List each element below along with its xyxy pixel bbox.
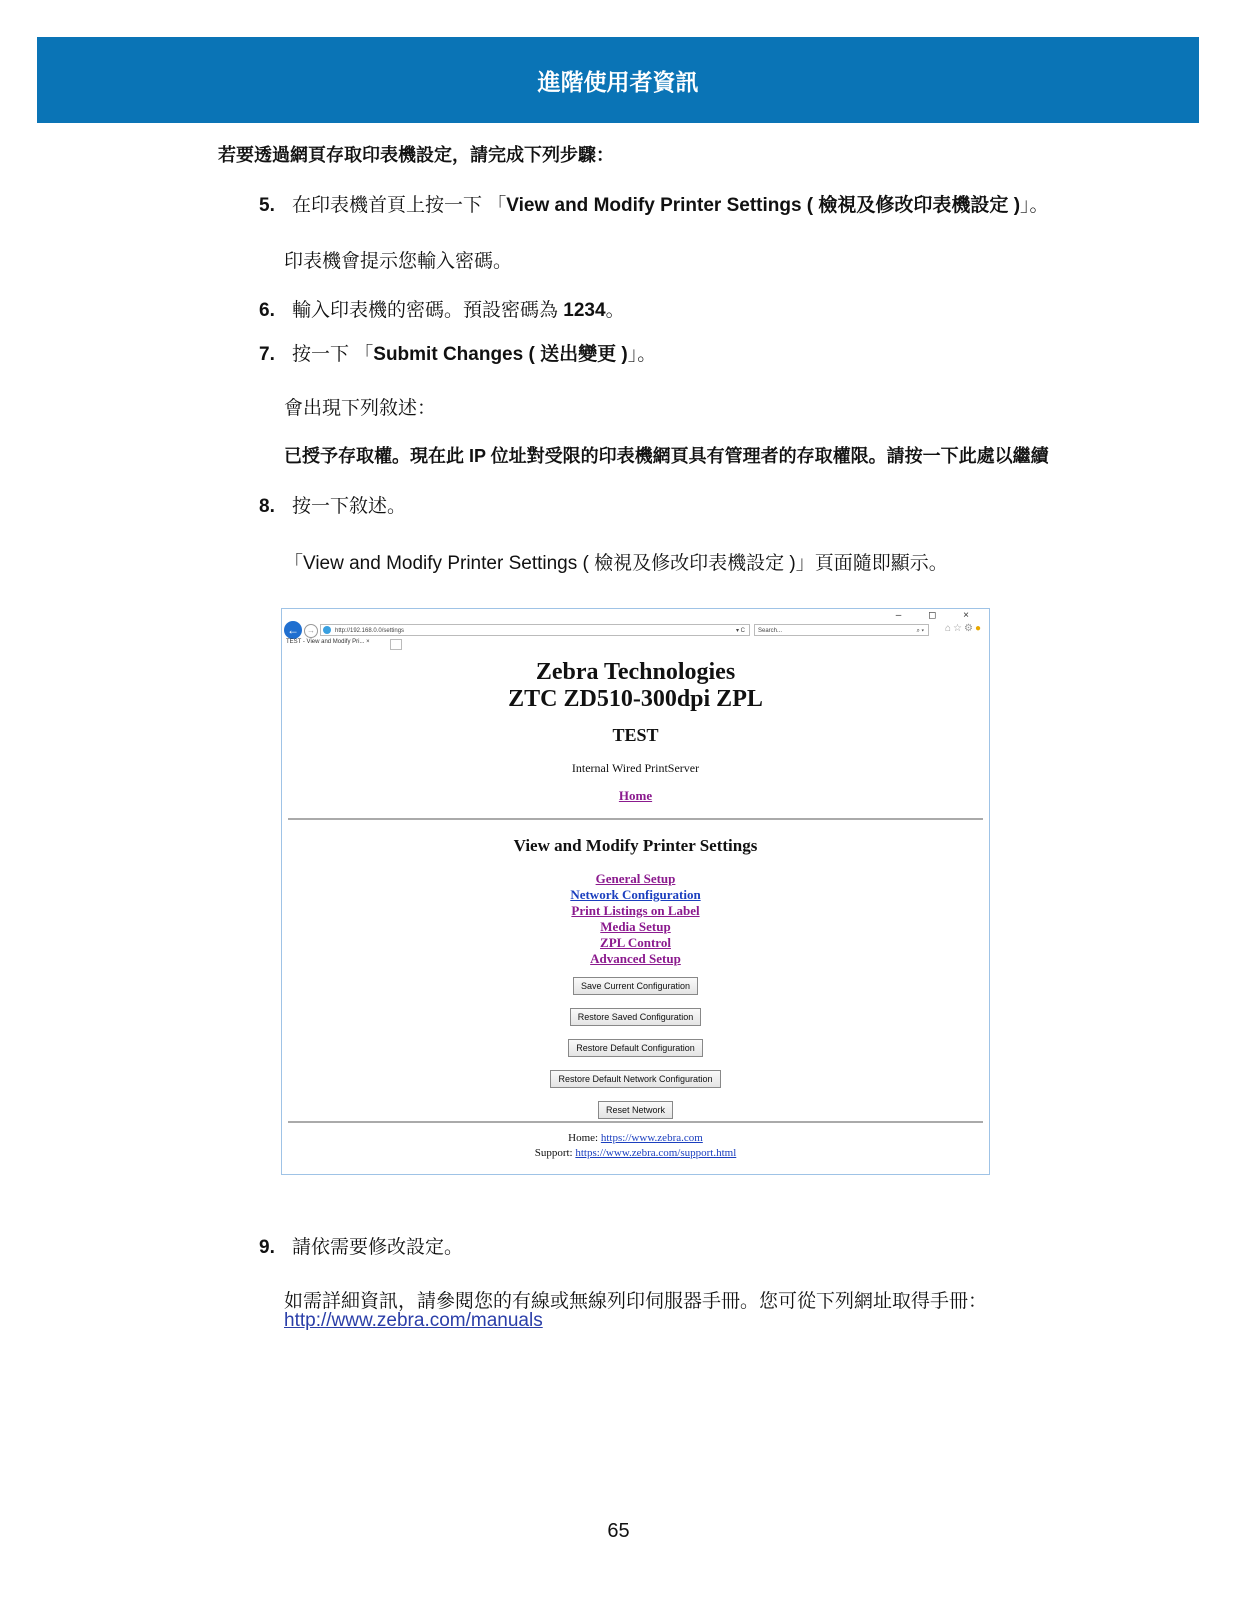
restore-saved-config-button[interactable]: Restore Saved Configuration [570, 1008, 702, 1026]
section-header [37, 37, 1199, 123]
step-text: 請依需要修改設定。 [292, 1237, 464, 1258]
advanced-setup-link[interactable]: Advanced Setup [590, 951, 681, 966]
zebra-support-link[interactable]: https://www.zebra.com/support.html [575, 1147, 737, 1159]
media-setup-link[interactable]: Media Setup [600, 919, 671, 934]
step-8 [259, 491, 406, 518]
zebra-home-link[interactable]: https://www.zebra.com [600, 1132, 703, 1144]
page-title-company: Zebra Technologies [535, 659, 736, 685]
step-7 [259, 339, 656, 366]
step-bold: Submit Changes ( 送出變更 ) [373, 344, 628, 365]
step-5-note: 印表機會提示您輸入密碼。 [284, 251, 513, 272]
step-number: 5. [259, 195, 275, 216]
smiley-icon[interactable]: ● [974, 623, 983, 634]
step-number: 7. [259, 344, 275, 365]
restore-default-config-button[interactable]: Restore Default Configuration [568, 1039, 703, 1057]
header-title: 進階使用者資訊 [537, 68, 699, 95]
print-server-label: Internal Wired PrintServer [571, 761, 700, 775]
settings-links [282, 871, 989, 967]
print-listings-link[interactable]: Print Listings on Label [571, 903, 700, 918]
browser-screenshot [281, 608, 990, 1175]
search-placeholder: Search... [758, 628, 783, 634]
step-text-end: 」。 [627, 344, 657, 365]
footer-home-label: Home: [568, 1132, 601, 1144]
config-buttons [282, 976, 989, 1131]
home-link[interactable]: Home [618, 788, 653, 803]
network-configuration-link[interactable]: Network Configuration [570, 887, 701, 902]
new-tab-button[interactable] [390, 639, 402, 650]
printer-name: TEST [612, 725, 659, 745]
step-number: 6. [259, 300, 275, 321]
step-9-note: 如需詳細資訊，請參閱您的有線或無線列印伺服器手冊。您可從下列網址取得手冊： [284, 1291, 988, 1312]
access-granted-message: 已授予存取權。現在此 IP 位址對受限的印表機網頁具有管理者的存取權限。請按一下此處以繼續 [284, 446, 1049, 466]
browser-chrome [282, 609, 989, 653]
back-arrow-icon[interactable]: ← [284, 621, 302, 639]
gear-icon[interactable]: ⚙ [963, 623, 975, 634]
page-footer [282, 1131, 989, 1161]
search-icon[interactable]: ⌕ ▾ [916, 628, 924, 634]
step-text-end: 。 [605, 300, 625, 321]
footer-support-label: Support: [534, 1147, 576, 1159]
default-password: 1234 [563, 300, 606, 321]
step-8-note: 「View and Modify Printer Settings ( 檢視及修改印表機設定 )」頁面隨即顯示。 [284, 553, 948, 574]
toolbar-icons [945, 623, 983, 634]
manuals-link[interactable]: http://www.zebra.com/manuals [284, 1310, 543, 1331]
step-text-end: 」。 [1020, 195, 1049, 216]
window-controls[interactable]: – ◻ × [895, 610, 981, 621]
section-title: View and Modify Printer Settings [513, 836, 758, 855]
divider [288, 818, 983, 820]
reset-network-button[interactable]: Reset Network [598, 1101, 673, 1119]
star-icon[interactable]: ☆ [953, 623, 964, 634]
step-7-note: 會出現下列敘述： [284, 398, 437, 419]
zpl-control-link[interactable]: ZPL Control [600, 935, 671, 950]
step-9 [259, 1232, 463, 1259]
address-url: http://192.168.0.0/settings [335, 628, 405, 634]
page-title-model: ZTC ZD510-300dpi ZPL [508, 686, 763, 712]
step-5 [259, 190, 1049, 217]
browser-tab[interactable]: TEST - View and Modify Pri... × [286, 639, 370, 645]
step-number: 8. [259, 496, 275, 517]
restore-default-network-config-button[interactable]: Restore Default Network Configuration [550, 1070, 720, 1088]
step-text: 按一下 「 [292, 344, 374, 365]
step-text: 按一下敘述。 [292, 496, 407, 517]
step-text: 在印表機首頁上按一下 「 [292, 195, 507, 216]
step-text: 輸入印表機的密碼。預設密碼為 [292, 300, 564, 321]
ie-icon [323, 626, 331, 634]
refresh-icon[interactable]: ▾ C [735, 628, 745, 634]
forward-arrow-icon[interactable]: → [304, 624, 318, 638]
intro-text: 若要透過網頁存取印表機設定，請完成下列步驟： [218, 145, 614, 165]
address-bar[interactable] [320, 624, 750, 636]
save-current-config-button[interactable]: Save Current Configuration [573, 977, 698, 995]
general-setup-link[interactable]: General Setup [595, 871, 676, 886]
page-number: 65 [607, 1520, 630, 1542]
divider [288, 1121, 983, 1123]
step-number: 9. [259, 1237, 275, 1258]
search-box[interactable] [754, 624, 929, 636]
step-bold: View and Modify Printer Settings ( 檢視及修改印表機設定 ) [506, 195, 1021, 216]
home-icon[interactable]: ⌂ [944, 623, 954, 634]
step-6 [259, 295, 625, 322]
